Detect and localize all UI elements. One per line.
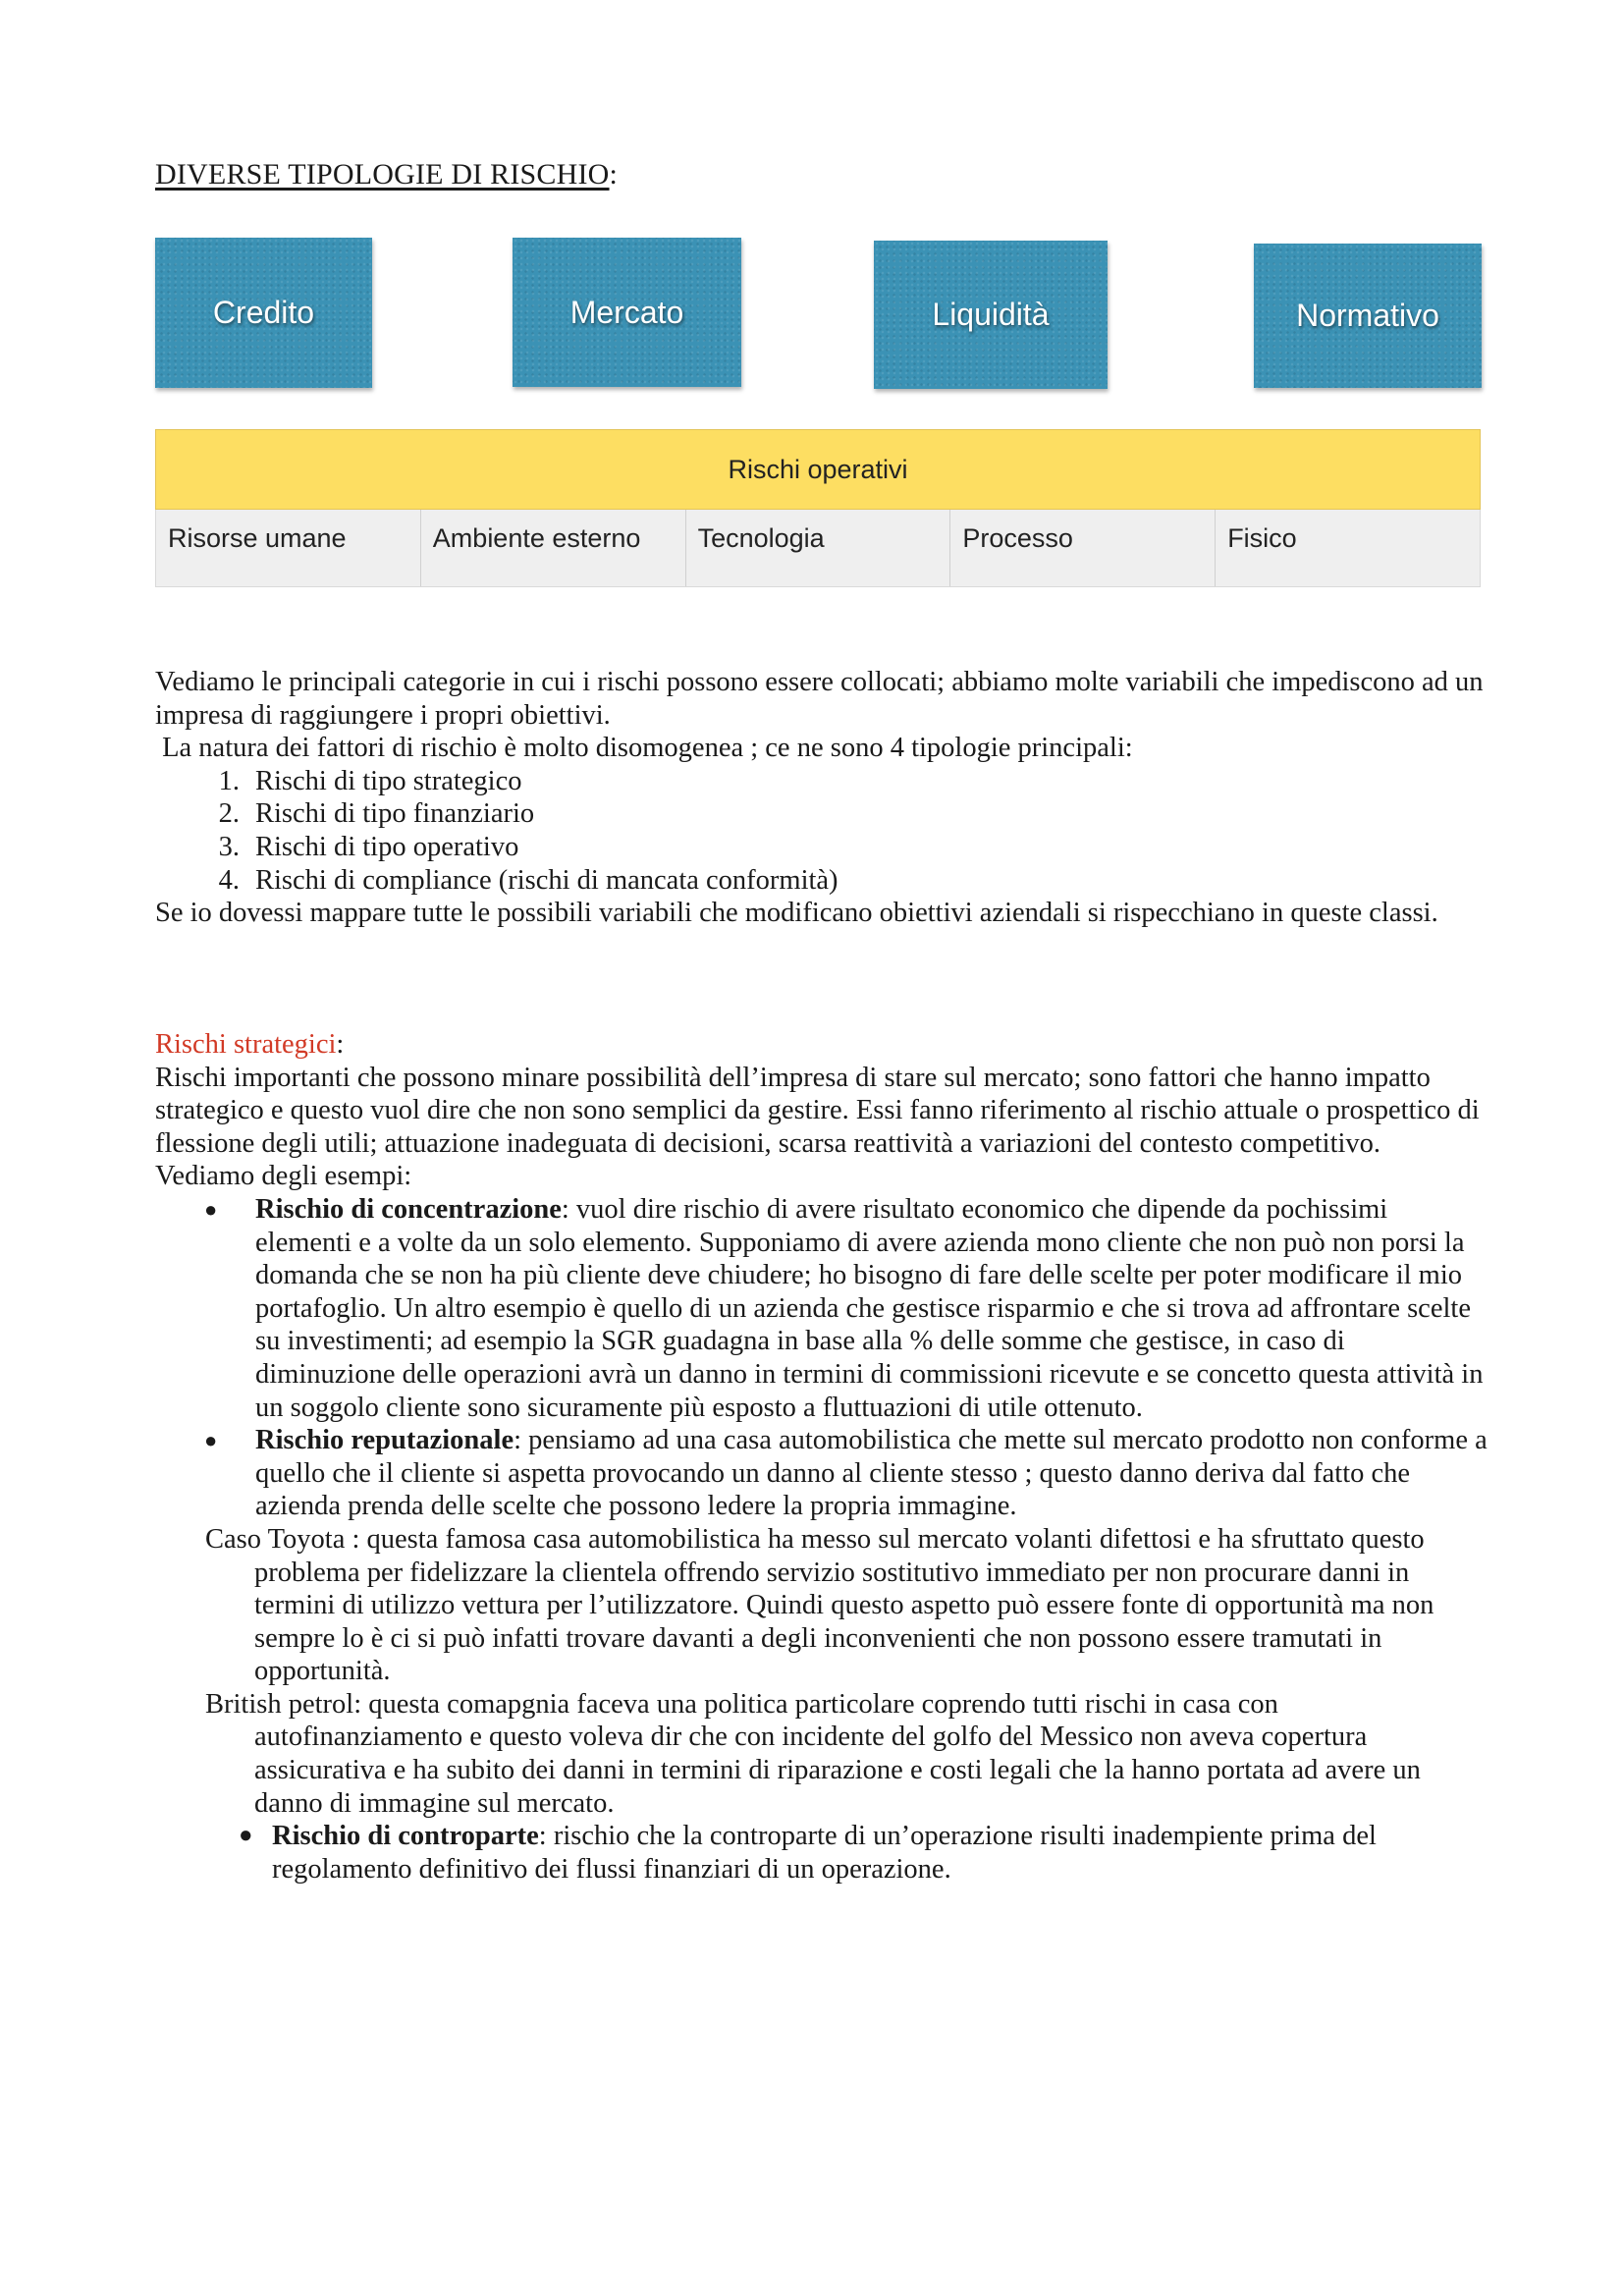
- operational-row: [155, 510, 1481, 587]
- strategic-paragraph-2: Vediamo degli esempi:: [155, 1161, 412, 1192]
- box-mercato: Mercato: [513, 238, 741, 387]
- bullet-controparte: ● Rischio di controparte: rischio che la controparte di un’operazione risulti inadempiente prima del regolamento definitivo dei flussi finanziari di un operazione.: [155, 1820, 1490, 1886]
- operational-risks-table: [155, 429, 1481, 587]
- operational-header: Rischi operativi: [155, 429, 1481, 510]
- list-item: 2. Rischi di tipo finanziario: [218, 798, 535, 830]
- intro-section: [155, 666, 1490, 930]
- box-credito: Credito: [155, 238, 372, 388]
- strategic-paragraph-1: Rischi importanti che possono minare possibilità dell’impresa di stare sul mercato; sono fattori che hanno impatto strategico e questo vuol dire che non sono semplici da gestire. Essi fanno riferimento al rischio attuale o prospettico di flessione degli utili; attuazione inadeguata di decisioni, scarsa reattività a variazioni del contesto competitivo.: [155, 1062, 1480, 1159]
- list-item: 1. Rischi di tipo strategico: [218, 765, 522, 796]
- page-title: [155, 155, 618, 194]
- bullet-concentrazione: ● Rischio di concentrazione: vuol dire rischio di avere risultato economico che dipende da pochissimi elementi e a volte da un solo elemento. Supponiamo di avere azienda mono cliente che non può non porsi la domanda che se non ha più cliente deve chiudere; ho bisogno di fare delle scelte per poter modificare il mio portafoglio. Un altro esempio è quello di un azienda che gestisce risparmio e che si trova ad affrontare scelte su investimenti; ad esempio la SGR guadagna in base alla % delle somme che gestisce, in caso di diminuzione delle operazioni avrà un danno in termini di commissioni ricevute e se concetto questa attività in un soggolo cliente sono sicuramente più esposto a fluttuazioni di utile ottenuto.: [155, 1193, 1490, 1424]
- title-text: DIVERSE TIPOLOGIE DI RISCHIO: [155, 158, 610, 191]
- bp-paragraph: British petrol: questa comapgnia faceva una politica particolare coprendo tutti rischi in casa con autofinanziamento e questo voleva dir che con incidente del golfo del Messico non aveva copertura assicurativa e ha subito dei danni in termini di riparazione e costi legali che la hanno portata ad avere un danno di immagine sul mercato.: [205, 1688, 1421, 1819]
- intro-paragraph-3: Se io dovessi mappare tutte le possibili variabili che modificano obiettivi aziendali si rispecchiano in queste classi.: [155, 898, 1438, 929]
- intro-paragraph-2: La natura dei fattori di rischio è molto disomogenea ; ce ne sono 4 tipologie principali:: [155, 733, 1133, 764]
- strategic-heading: Rischi strategici:: [155, 1029, 345, 1060]
- intro-paragraph-1: Vediamo le principali categorie in cui i rischi possono essere collocati; abbiamo molte variabili che impediscono ad un impresa di raggiungere i propri obiettivi.: [155, 667, 1484, 731]
- risk-types-list: [155, 765, 1490, 897]
- operational-cell: Risorse umane: [156, 510, 421, 586]
- operational-cell: Ambiente esterno: [421, 510, 686, 586]
- operational-cell: Processo: [950, 510, 1216, 586]
- list-item: 4. Rischi di compliance (rischi di mancata conformità): [218, 864, 839, 896]
- bullet-dot-icon: ●: [204, 1196, 218, 1222]
- strategic-section: [155, 1028, 1490, 1886]
- operational-cell: Fisico: [1227, 523, 1297, 553]
- box-liquidita: Liquidità: [874, 241, 1108, 389]
- title-colon: :: [609, 158, 619, 191]
- bullet-dot-icon: ●: [239, 1823, 253, 1849]
- box-normativo: Normativo: [1254, 244, 1482, 388]
- operational-cell: Tecnologia: [686, 510, 951, 586]
- strategic-heading-text: Rischi strategici: [155, 1029, 337, 1060]
- toyota-paragraph: Caso Toyota : questa famosa casa automobilistica ha messo sul mercato volanti difettosi e ha sfruttato questo problema per fidelizzare la clientela offrendo servizio sostitutivo immediato per non procurare danni in termini di utilizzo vettura per l’utilizzatore. Quindi questo aspetto può essere fonte di opportunità ma non sempre lo è ci si può infatti trovare davanti a degli inconvenienti che non possono essere tramutati in opportunità.: [205, 1523, 1434, 1687]
- bullet-dot-icon: ●: [204, 1428, 218, 1453]
- list-item: 3. Rischi di tipo operativo: [218, 831, 519, 862]
- bullet-reputazionale: ● Rischio reputazionale: pensiamo ad una casa automobilistica che mette sul mercato prodotto non conforme a quello che il cliente si aspetta provocando un danno al cliente stesso ; questo danno deriva dal fatto che azienda prenda delle scelte che possono ledere la propria immagine.: [155, 1424, 1490, 1523]
